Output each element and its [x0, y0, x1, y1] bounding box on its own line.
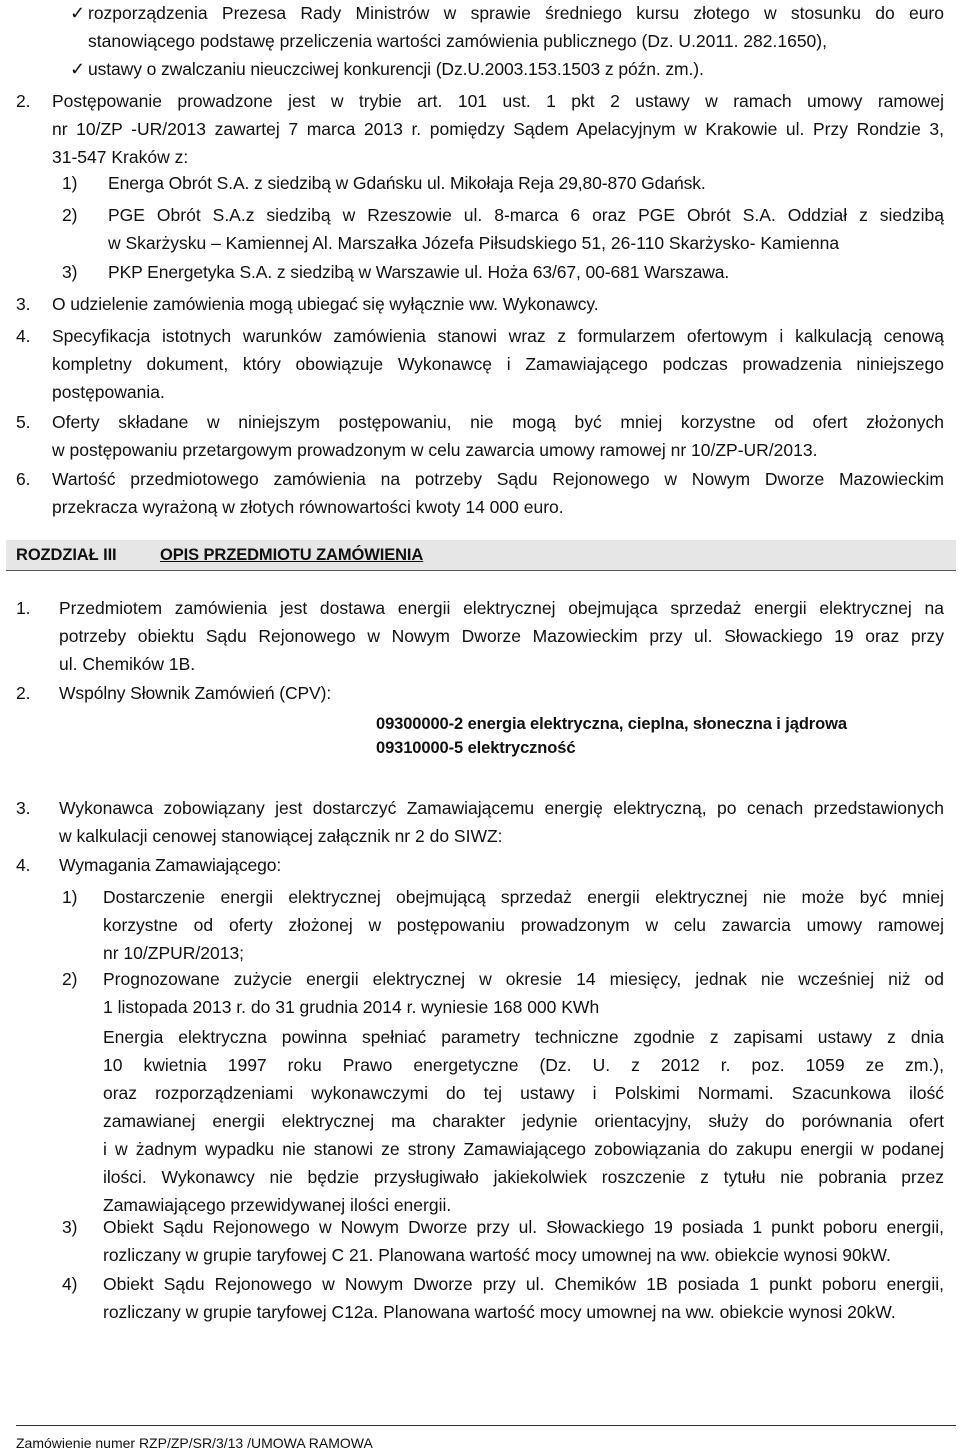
- requirement-number: 1): [62, 887, 78, 907]
- paragraph-line: Wymagania Zamawiającego:: [59, 855, 282, 875]
- item-number: 2.: [16, 91, 31, 111]
- paragraph-line: postępowania.: [52, 382, 165, 402]
- checkmark-icon: ✓: [70, 3, 86, 23]
- party-number: 3): [62, 262, 78, 282]
- requirement-line: Zamawiającego przewidywanej ilości energii.: [103, 1195, 452, 1215]
- requirement-line: 1 listopada 2013 r. do 31 grudnia 2014 r. wyniesie 168 000 KWh: [103, 997, 600, 1017]
- checklist-item: [88, 0, 944, 55]
- item-number: 3.: [16, 798, 31, 818]
- paragraph-line: Wspólny Słownik Zamówień (CPV):: [59, 683, 332, 703]
- item-number: 2.: [16, 683, 31, 703]
- requirement-text: [103, 1213, 944, 1269]
- party-line: PGE Obrót S.A.z siedzibą w Rzeszowie ul. 8-marca 6 oraz PGE Obrót S.A. Oddział z siedzibą: [108, 205, 944, 225]
- requirement-number: 4): [62, 1274, 78, 1294]
- requirement-line: rozliczany w grupie taryfowej C 21. Planowana wartość mocy umownej na ww. obiekcie wynosi 90kW.: [103, 1245, 891, 1265]
- requirement-line: oraz rozporządzeniami wykonawczymi do tej ustawy i Polskimi Normami. Szacunkowa ilość: [103, 1083, 944, 1103]
- paragraph-line: nr 10/ZP -UR/2013 zawartej 7 marca 2013 r. pomiędzy Sądem Apelacyjnym w Krakowie ul. Przy Rondzie 3,: [52, 119, 944, 139]
- checklist-line: rozporządzenia Prezesa Rady Ministrów w sprawie średniego kursu złotego w stosunku do euro: [88, 3, 944, 23]
- requirement-paragraph: [103, 1023, 944, 1219]
- paragraph-line: Specyfikacja istotnych warunków zamówienia stanowi wraz z formularzem ofertowym i kalkulacją cenową: [52, 326, 944, 346]
- requirement-line: korzystne od oferty złożonej w postępowaniu prowadzonym w celu zawarcia umowy ramowej: [103, 915, 944, 935]
- requirement-line: 10 kwietnia 1997 roku Prawo energetyczne (Dz. U. z 2012 r. poz. 1059 ze zm.),: [103, 1055, 944, 1075]
- party-line: w Skarżysku – Kamiennej Al. Marszałka Józefa Piłsudskiego 51, 26-110 Skarżysko- Kamienna: [108, 233, 840, 253]
- requirement-line: ilości. Wykonawcy nie będzie przysługiwało jakiekolwiek roszczenie z tytułu nie pobrania przez: [103, 1167, 944, 1187]
- paragraph: [59, 794, 944, 850]
- requirement-line: Obiekt Sądu Rejonowego w Nowym Dworze przy ul. Chemików 1B posiada 1 punkt poboru energii,: [103, 1274, 944, 1294]
- requirement-line: Dostarczenie energii elektrycznej obejmującą sprzedaż energii elektrycznej nie może być mniej: [103, 887, 944, 907]
- requirement-number: 2): [62, 969, 78, 989]
- requirement-line: Obiekt Sądu Rejonowego w Nowym Dworze przy ul. Słowackiego 19 posiada 1 punkt poboru energii,: [103, 1217, 944, 1237]
- item-number: 5.: [16, 412, 31, 432]
- paragraph: [52, 465, 944, 521]
- requirement-text: [103, 883, 944, 967]
- requirement-number: 3): [62, 1217, 78, 1237]
- paragraph-line: Postępowanie prowadzone jest w trybie art. 101 ust. 1 pkt 2 ustawy w ramach umowy ramowej: [52, 91, 944, 111]
- item-number: 4.: [16, 855, 31, 875]
- cpv-code: 09310000-5 elektryczność: [376, 739, 576, 757]
- paragraph: [52, 408, 944, 464]
- requirement-text: [103, 1270, 944, 1326]
- chapter-header: [6, 540, 956, 571]
- paragraph-line: w kalkulacji cenowej stanowiącej załącznik nr 2 do SIWZ:: [59, 826, 503, 846]
- paragraph-line: Wykonawca zobowiązany jest dostarczyć Zamawiającemu energię elektryczną, po cenach przedstawionych: [59, 798, 944, 818]
- paragraph-line: O udzielenie zamówienia mogą ubiegać się wyłącznie ww. Wykonawcy.: [52, 294, 599, 314]
- requirement-text: [103, 965, 944, 1021]
- party-text: Energa Obrót S.A. z siedzibą w Gdańsku ul. Mikołaja Reja 29,80-870 Gdańsk.: [108, 173, 706, 193]
- requirement-line: Energia elektryczna powinna spełniać parametry techniczne zgodnie z zapisami ustawy z dnia: [103, 1027, 944, 1047]
- cpv-code: 09300000-2 energia elektryczna, cieplna, słoneczna i jądrowa: [376, 715, 847, 733]
- paragraph-line: ul. Chemików 1B.: [59, 654, 196, 674]
- party-number: 2): [62, 205, 78, 225]
- footer-divider: [16, 1425, 956, 1426]
- paragraph: [52, 87, 944, 171]
- paragraph-line: przekracza wyrażoną w złotych równowartości kwoty 14 000 euro.: [52, 497, 564, 517]
- requirement-line: zamawianej energii elektrycznej ma charakter jedynie orientacyjny, służy do porównania ofert: [103, 1111, 944, 1131]
- item-number: 3.: [16, 294, 31, 314]
- item-number: 1.: [16, 598, 31, 618]
- paragraph-line: Oferty składane w niniejszym postępowaniu, nie mogą być mniej korzystne od ofert złożonych: [52, 412, 944, 432]
- requirement-line: nr 10/ZPUR/2013;: [103, 943, 245, 963]
- paragraph-line: 31-547 Kraków z:: [52, 147, 189, 167]
- chapter-label: ROZDZIAŁ III: [16, 546, 117, 564]
- paragraph-line: potrzeby obiektu Sądu Rejonowego w Nowym Dworze Mazowieckim przy ul. Słowackiego 19 oraz przy: [59, 626, 944, 646]
- requirement-line: i w żadnym wypadku nie stanowi ze strony Zamawiającego zobowiązania do zakupu energii w podanej: [103, 1139, 944, 1159]
- party-text: [108, 201, 944, 257]
- item-number: 4.: [16, 326, 31, 346]
- checkmark-icon: ✓: [70, 59, 86, 79]
- party-number: 1): [62, 173, 78, 193]
- chapter-title: OPIS PRZEDMIOTU ZAMÓWIENIA: [160, 546, 424, 564]
- paragraph-line: w postępowaniu przetargowym prowadzonym w celu zawarcia umowy ramowej nr 10/ZP-UR/2013.: [52, 440, 818, 460]
- requirement-line: rozliczany w grupie taryfowej C12a. Planowana wartość mocy umownej na ww. obiekcie wynosi 20kW.: [103, 1302, 896, 1322]
- item-number: 6.: [16, 469, 31, 489]
- paragraph: [59, 594, 944, 678]
- paragraph-line: Przedmiotem zamówienia jest dostawa energii elektrycznej obejmująca sprzedaż energii elektrycznej na: [59, 598, 944, 618]
- page-footer: Zamówienie numer RZP/ZP/SR/3/13 /UMOWA RAMOWA: [16, 1435, 373, 1451]
- party-text: PKP Energetyka S.A. z siedzibą w Warszawie ul. Hoża 63/67, 00-681 Warszawa.: [108, 262, 730, 282]
- checklist-line: ustawy o zwalczaniu nieuczciwej konkurencji (Dz.U.2003.153.1503 z późn. zm.).: [88, 59, 704, 79]
- checklist-line: stanowiącego podstawę przeliczenia wartości zamówienia publicznego (Dz. U.2011. 282.1650),: [88, 31, 827, 51]
- requirement-line: Prognozowane zużycie energii elektrycznej w okresie 14 miesięcy, jednak nie wcześniej niż od: [103, 969, 944, 989]
- paragraph-line: Wartość przedmiotowego zamówienia na potrzeby Sądu Rejonowego w Nowym Dworze Mazowieckim: [52, 469, 944, 489]
- paragraph: [52, 322, 944, 406]
- paragraph-line: kompletny dokument, który obowiązuje Wykonawcę i Zamawiającego podczas prowadzenia niniejszego: [52, 354, 944, 374]
